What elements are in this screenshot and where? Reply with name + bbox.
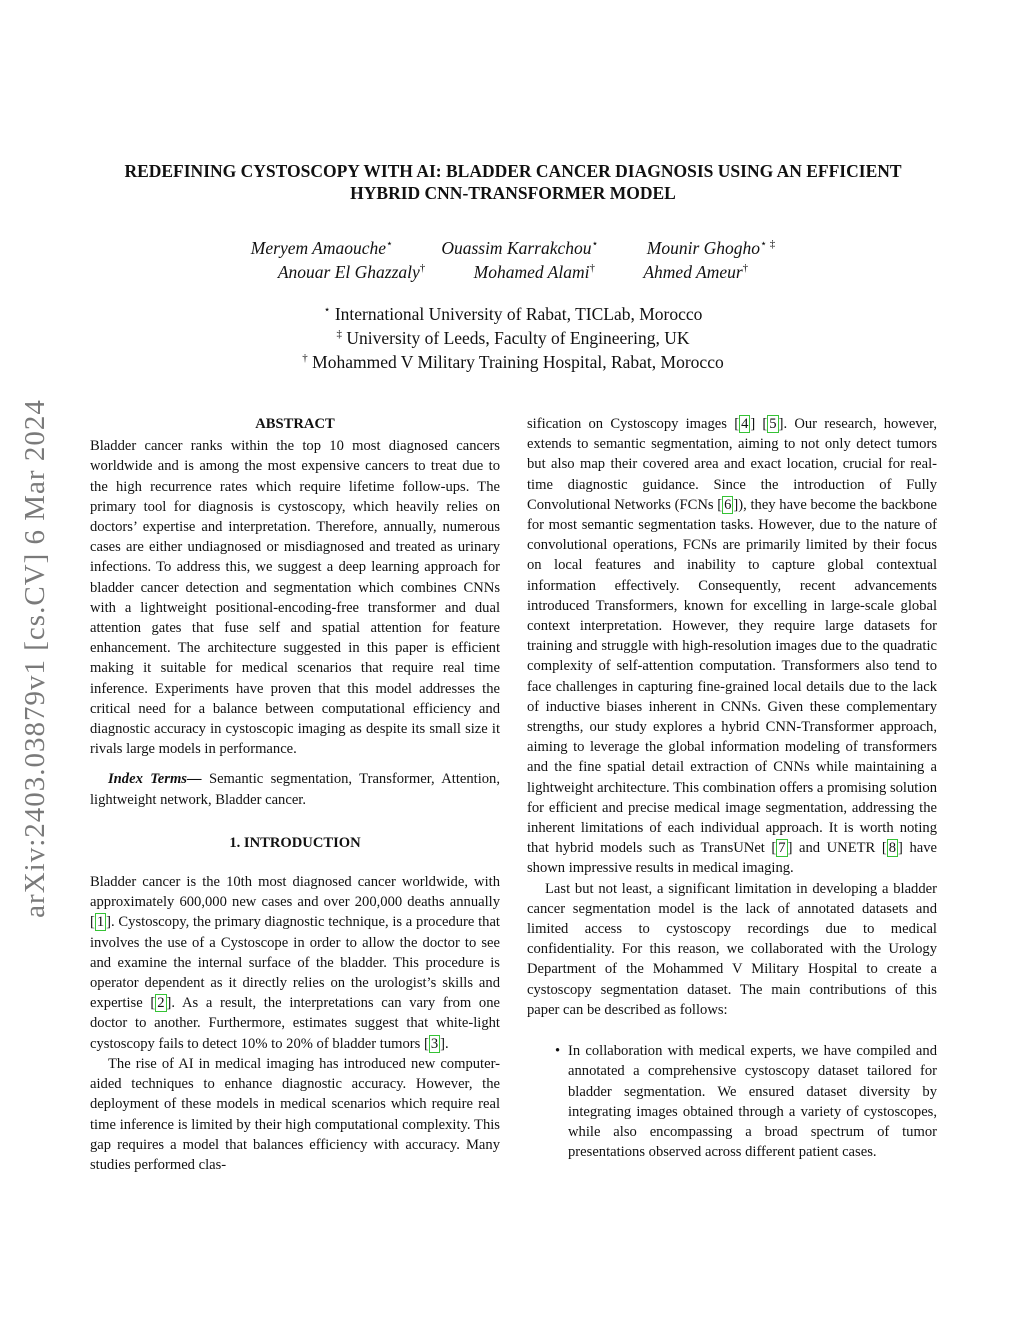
- author: Ouassim Karrakchou⋆: [441, 238, 599, 258]
- right-column: [527, 414, 937, 1162]
- arxiv-identifier: arXiv:2403.03879v1 [cs.CV] 6 Mar 2024: [18, 398, 51, 918]
- affiliation: † Mohammed V Military Training Hospital, Rabat, Morocco: [302, 352, 724, 372]
- author-row-2: [150, 260, 876, 284]
- intro-paragraph-2: The rise of AI in medical imaging has introduced new computer-aided techniques to enhance diagnostic accuracy. However, the deployment of these models in medical scenarios which require real time inference is limited by their high computational complexity. This gap requires a model that balances efficiency with accuracy. Many studies performed clas-: [90, 1055, 500, 1173]
- abstract-text: Bladder cancer ranks within the top 10 most diagnosed cancers worldwide and is among the most expensive cancers to treat due to the high recurrence rates which require lifetime follow-ups. The primary tool for diagnosis is cystoscopy, which heavily relies on doctors’ expertise and interpretation. Therefore, annually, numerous cases are either undiagnosed or misdiagnosed and treated as urinary infections. To address this, we suggest a deep learning approach for bladder cancer detection and segmentation which combines CNNs with a lightweight positional-encoding-free transformer and dual attention gates that fuse self and spatial attention for feature enhancement. The architecture suggested in this paper is efficient making it suitable for medical scenarios that require real time inference. Experiments have proven that this model addresses the critical need for a balance between computational efficiency and diagnostic accuracy in cystoscopic imaging as despite its small size it rivals large models in performance.: [90, 438, 500, 758]
- list-item: • In collaboration with medical experts, we have compiled and annotated a comprehensive cystoscopy dataset tailored for bladder segmentation. We ensured dataset diversity by integrating images obtained through a variety of cystoscopes, while also encompassing a broad spectrum of tumor presentations observed across different patient cases.: [555, 1043, 937, 1161]
- contributions-list: [527, 1041, 937, 1162]
- introduction-heading: 1. INTRODUCTION: [229, 834, 361, 851]
- paper-title: REDEFINING CYSTOSCOPY WITH AI: BLADDER CANCER DIAGNOSIS USING AN EFFICIENT HYBRID CNN-TRANSFORMER MODEL: [124, 161, 902, 203]
- intro-paragraph-4: Last but not least, a significant limitation in developing a bladder cancer segmentation model is the lack of annotated datasets and limited access to cystoscopy recordings due to medical confidentiality. For this reason, we collaborated with the Urology Department of the Mohammed V Military Hospital to create a cystoscopy segmentation dataset. The main contributions of this paper can be described as follows:: [527, 880, 937, 1018]
- citation-link[interactable]: 4: [741, 416, 749, 432]
- author: Anouar El Ghazzaly†: [277, 262, 426, 282]
- citation-link[interactable]: 8: [888, 840, 897, 857]
- author-row-1: [150, 236, 876, 260]
- affiliation: ⋆ International University of Rabat, TICLab, Morocco: [323, 304, 703, 324]
- affiliation: ‡ University of Leeds, Faculty of Engineering, UK: [336, 328, 690, 348]
- index-terms: Index Terms— Semantic segmentation, Transformer, Attention, lightweight network, Bladder cancer.: [90, 771, 500, 808]
- citation-link[interactable]: 6: [724, 496, 732, 513]
- author: Ahmed Ameur†: [643, 262, 749, 282]
- abstract-heading: ABSTRACT: [255, 416, 335, 432]
- author: Mounir Ghogho⋆ ‡: [646, 238, 776, 258]
- intro-paragraph-1: Bladder cancer is the 10th most diagnosed cancer worldwide, with approximately 600,000 new cases and over 200,000 deaths annually [ 1 ]. Cystoscopy, the primary diagnostic technique, is a procedure that involves the use of a Cystoscope in order to allow the doctor to see and examine the internal surface of the bladder. This procedure is operator dependent as it directly relies on the urologist’s skills and expertise [ 2 ]. As a result, the interpretations can vary from one doctor to another. Furthermore, estimates suggest that white-light cystoscopy fails to detect 10% to 20% of bladder tumors [ 3 ].: [90, 874, 500, 1052]
- intro-paragraph-3: sification on Cystoscopy images [ 4 ] [ 5 ]. Our research, however, extends to semantic segmentation, aiming to not only detect tumors but also map their covered area and exact location, crucial for real-time diagnostic guidance. Since the introduction of Fully Convolutional Networks (FCNs [ 6 ]), they have become the backbone for most semantic segmentation tasks. However, due to the nature of convolutional operations, FCNs are primarily limited by their focus on local features and inability to capture global contextual information effectively. Consequently, recent advancements introduced Transformers, known for excelling in large-scale global context interpretation. However, they require large datasets for training and struggle with high-resolution images due to the quadratic complexity of self-attention computation. Transformers also tend to face challenges in capturing fine-grained local details due to the lack of inductive biases inherent in CNNs. Given these complementary strengths, our study explores a hybrid CNN-Transformer approach, aiming to leverage the global information modeling of transformers and the fine spatial detail extraction of CNNs while maintaining a lightweight architecture. This combination offers a promising solution for efficient and precise medical image segmentation, addressing the inherent limitations of each individual approach. It is worth noting that hybrid models such as TransUNet [ 7 ] and UNETR [ 8 ] have shown impressive results in medical imaging.: [527, 416, 937, 877]
- citation-link[interactable]: 7: [778, 840, 786, 857]
- author: Mohamed Alami†: [473, 262, 595, 282]
- arxiv-side-label: [14, 358, 56, 958]
- author-list: [150, 236, 876, 284]
- affiliation-list: [150, 302, 876, 374]
- index-terms-label: Index Terms—: [108, 771, 202, 788]
- left-column: [90, 414, 500, 1175]
- author: Meryem Amaouche⋆: [250, 238, 393, 258]
- citation-link[interactable]: 2: [157, 995, 165, 1012]
- citation-link[interactable]: 5: [769, 416, 777, 432]
- citation-link[interactable]: 1: [96, 914, 105, 931]
- bullet-icon: •: [555, 1043, 561, 1060]
- citation-link[interactable]: 3: [430, 1035, 439, 1052]
